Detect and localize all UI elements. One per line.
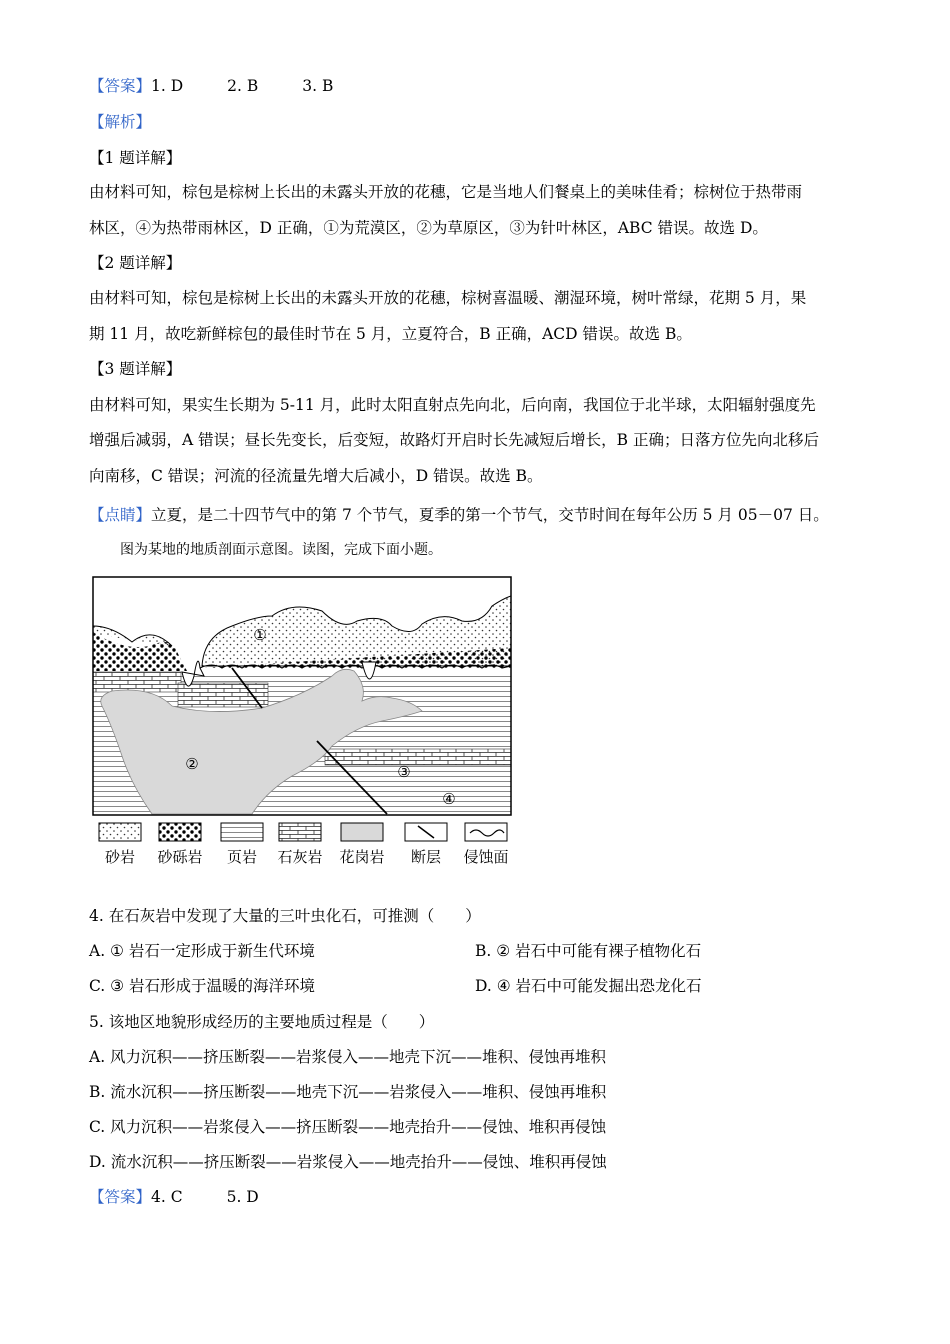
- legend-fault: 断层: [398, 822, 454, 867]
- legend-shale: 页岩: [214, 822, 270, 867]
- legend-limestone: 石灰岩: [272, 822, 328, 867]
- q4-stem: 4. 在石灰岩中发现了大量的三叶虫化石，可推测（ ）: [89, 907, 481, 925]
- diagram-legend: [92, 822, 522, 872]
- q5-option-a: A. 风力沉积——挤压断裂——岩浆侵入——地壳下沉——堆积、侵蚀再堆积: [89, 1048, 607, 1066]
- answer-tag: 【答案】: [89, 77, 152, 95]
- q2-title: 【2 题详解】: [89, 254, 182, 272]
- analysis-tag: 【解析】: [89, 113, 152, 131]
- answer-item: 2. B: [227, 77, 259, 95]
- answer-item: 3. B: [302, 77, 334, 95]
- legend-conglomerate: 砂砾岩: [152, 822, 208, 867]
- answer-item: 1. D: [151, 77, 184, 95]
- legend-erosion-surface: 侵蚀面: [458, 822, 514, 867]
- q3-line-1: 由材料可知，果实生长期为 5-11 月，此时太阳直射点先向北，后向南，我国位于北半球，太阳辐射强度先: [89, 396, 816, 414]
- tip-line: [89, 505, 829, 525]
- tip-tag: 【点睛】: [89, 506, 152, 524]
- label-4: ④: [442, 790, 456, 808]
- answer-line-2: [89, 1187, 259, 1207]
- legend-granite: 花岗岩: [334, 822, 390, 867]
- q3-title: 【3 题详解】: [89, 360, 182, 378]
- q5-option-c: C. 风力沉积——岩浆侵入——挤压断裂——地壳抬升——侵蚀、堆积再侵蚀: [89, 1118, 607, 1136]
- label-2: ②: [185, 755, 199, 773]
- answer-tag: 【答案】: [89, 1188, 152, 1206]
- limestone-layer-upper-left: [93, 672, 181, 692]
- limestone-layer-3: [325, 749, 511, 765]
- q5-option-b: B. 流水沉积——挤压断裂——地壳下沉——岩浆侵入——堆积、侵蚀再堆积: [89, 1083, 607, 1101]
- q4-option-b: B. ② 岩石中可能有裸子植物化石: [475, 942, 702, 960]
- geologic-section-diagram: [92, 576, 512, 816]
- q4-option-a: A. ① 岩石一定形成于新生代环境: [89, 942, 315, 960]
- answer-line-1: [89, 76, 333, 96]
- q3-line-2: 增强后减弱，A 错误；昼长先变长，后变短，故路灯开启时长先减短后增长，B 正确；日落方位先向北移后: [89, 431, 819, 449]
- q3-line-3: 向南移，C 错误；河流的径流量先增大后减小，D 错误。故选 B。: [89, 467, 543, 485]
- q4-option-c: C. ③ 岩石形成于温暖的海洋环境: [89, 977, 315, 995]
- q1-line-2: 林区，④为热带雨林区，D 正确，①为荒漠区，②为草原区，③为针叶林区，ABC 错误。故选 D。: [89, 219, 768, 237]
- q1-title: 【1 题详解】: [89, 149, 182, 167]
- q5-option-d: D. 流水沉积——挤压断裂——岩浆侵入——地壳抬升——侵蚀、堆积再侵蚀: [89, 1153, 607, 1171]
- answer-item: 5. D: [226, 1188, 259, 1206]
- q2-line-2: 期 11 月，故吃新鲜棕包的最佳时节在 5 月，立夏符合，B 正确，ACD 错误。故选 B。: [89, 325, 692, 343]
- q2-line-1: 由材料可知，棕包是棕树上长出的未露头开放的花穗，棕树喜温暖、潮湿环境，树叶常绿，花期 5 月，果: [89, 289, 807, 307]
- label-3: ③: [397, 763, 411, 781]
- tip-text: 立夏，是二十四节气中的第 7 个节气，夏季的第一个节气，交节时间在每年公历 5 月 05－07 日。: [151, 506, 829, 524]
- q5-stem: 5. 该地区地貌形成经历的主要地质过程是（ ）: [89, 1013, 435, 1031]
- legend-sandstone: 砂岩: [92, 822, 148, 867]
- q4-option-d: D. ④ 岩石中可能发掘出恐龙化石: [475, 977, 702, 995]
- q1-line-1: 由材料可知，棕包是棕树上长出的未露头开放的花穗，它是当地人们餐桌上的美味佳肴；棕树位于热带雨: [89, 183, 803, 201]
- answer-item: 4. C: [151, 1188, 183, 1206]
- intro-text: 图为某地的地质剖面示意图。读图，完成下面小题。: [120, 542, 442, 558]
- label-1: ①: [253, 626, 267, 644]
- limestone-layer-upper-mid: [178, 683, 268, 707]
